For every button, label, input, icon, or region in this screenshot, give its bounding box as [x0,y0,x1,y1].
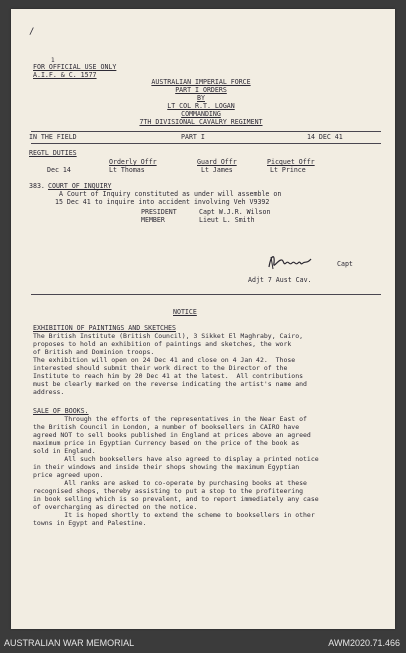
footer-institution: AUSTRALIAN WAR MEMORIAL [4,638,135,648]
signatory-unit: Adjt 7 Aust Cav. [248,276,312,284]
books-line: maximum price in Egyptian Currency based on the price of the book as [33,439,300,447]
title-regiment: 7TH DIVISIONAL CAVALRY REGIMENT [139,118,263,126]
orderly-officer-name: Lt Thomas [109,166,145,174]
divider-notice [31,294,381,295]
books-line: in book selling which is so prevalent, and to report immediately any case [33,495,319,503]
books-line: price agreed upon. [33,471,104,479]
picquet-officer-name: Lt Prince [270,166,306,174]
exhibition-line: proposes to hold an exhibition of paintings and sketches, the work [33,340,292,348]
footer-accession-number: AWM2020.71.466 [328,638,400,648]
document-page [11,9,395,629]
duties-heading: REGTL DUTIES [29,149,77,157]
exhibition-line: address. [33,388,65,396]
order-part: PART I [181,133,205,141]
orderly-officer-header: Orderly Offr [109,158,157,166]
handwritten-signature [267,251,323,273]
inquiry-line-1: A Court of Inquiry constituted as under will assemble on [59,190,282,198]
member-label: MEMBER [141,216,165,224]
books-line: All such booksellers have also agreed to display a printed notice [33,455,319,463]
title-orders: PART I ORDERS [175,86,227,94]
title-commanding: COMMANDING [181,110,221,118]
inquiry-line-2: 15 Dec 41 to inquire into accident involving Veh V9392 [55,198,270,206]
order-date: 14 DEC 41 [307,133,343,141]
books-line: It is hoped shortly to extend the scheme to booksellers in other [33,511,315,519]
exhibition-heading: EXHIBITION OF PAINTINGS AND SKETCHES [33,324,176,332]
books-line: of overcharging as directed on the notice. [33,503,198,511]
duty-date: Dec 14 [47,166,71,174]
divider-field [31,143,381,144]
books-line: towns in Egypt and Palestine. [33,519,147,527]
notice-heading: NOTICE [173,308,197,316]
exhibition-line: Institute to reach him by 20 Dec 41 at the latest. All contributions [33,372,304,380]
books-line: Through the efforts of the representatives in the Near East of [33,415,307,423]
reference-number: A.I.F. & C. 1577 [33,71,97,79]
books-line: agreed NOT to sell books published in England at prices above an agreed [33,431,311,439]
guard-officer-name: Lt James [201,166,233,174]
inquiry-number: 383. [29,182,45,190]
field-location: IN THE FIELD [29,133,77,141]
exhibition-line: The exhibition will open on 24 Dec 41 and close on 4 Jan 42. Those [33,356,296,364]
books-line: the British Council in London, a number of booksellers in CAIRO have [33,423,300,431]
books-line: sold in England. [33,447,96,455]
books-line: recognised shops, thereby assisting to put a stop to the profiteering [33,487,304,495]
president-name: Capt W.J.R. Wilson [199,208,271,216]
books-line: in their windows and inside their shops showing the maximum Egyptian [33,463,300,471]
corner-mark: / [29,27,35,37]
picquet-officer-header: Picquet Offr [267,158,315,166]
official-use-label: FOR OFFICIAL USE ONLY [33,63,117,71]
member-name: Lieut L. Smith [199,216,255,224]
books-heading: SALE OF BOOKS. [33,407,89,415]
exhibition-line: The British Institute (British Council), 3 Sikket El Maghraby, Cairo, [33,332,304,340]
signatory-rank: Capt [337,260,353,268]
title-force: AUSTRALIAN IMPERIAL FORCE [151,78,251,86]
title-by: BY [197,94,205,102]
president-label: PRESIDENT [141,208,177,216]
divider-top [31,131,381,132]
guard-officer-header: Guard Offr [197,158,237,166]
exhibition-line: must be clearly marked on the reverse indicating the artist's name and [33,380,307,388]
small-mark: 1 [51,57,55,64]
exhibition-line: interested should submit their work direct to the Director of the [33,364,288,372]
exhibition-line: of British and Dominion troops. [33,348,155,356]
archive-footer [0,631,406,653]
books-line: All ranks are asked to co-operate by purchasing books at these [33,479,307,487]
title-commander: LT COL R.T. LOGAN [167,102,235,110]
inquiry-heading: COURT OF INQUIRY [48,182,112,190]
